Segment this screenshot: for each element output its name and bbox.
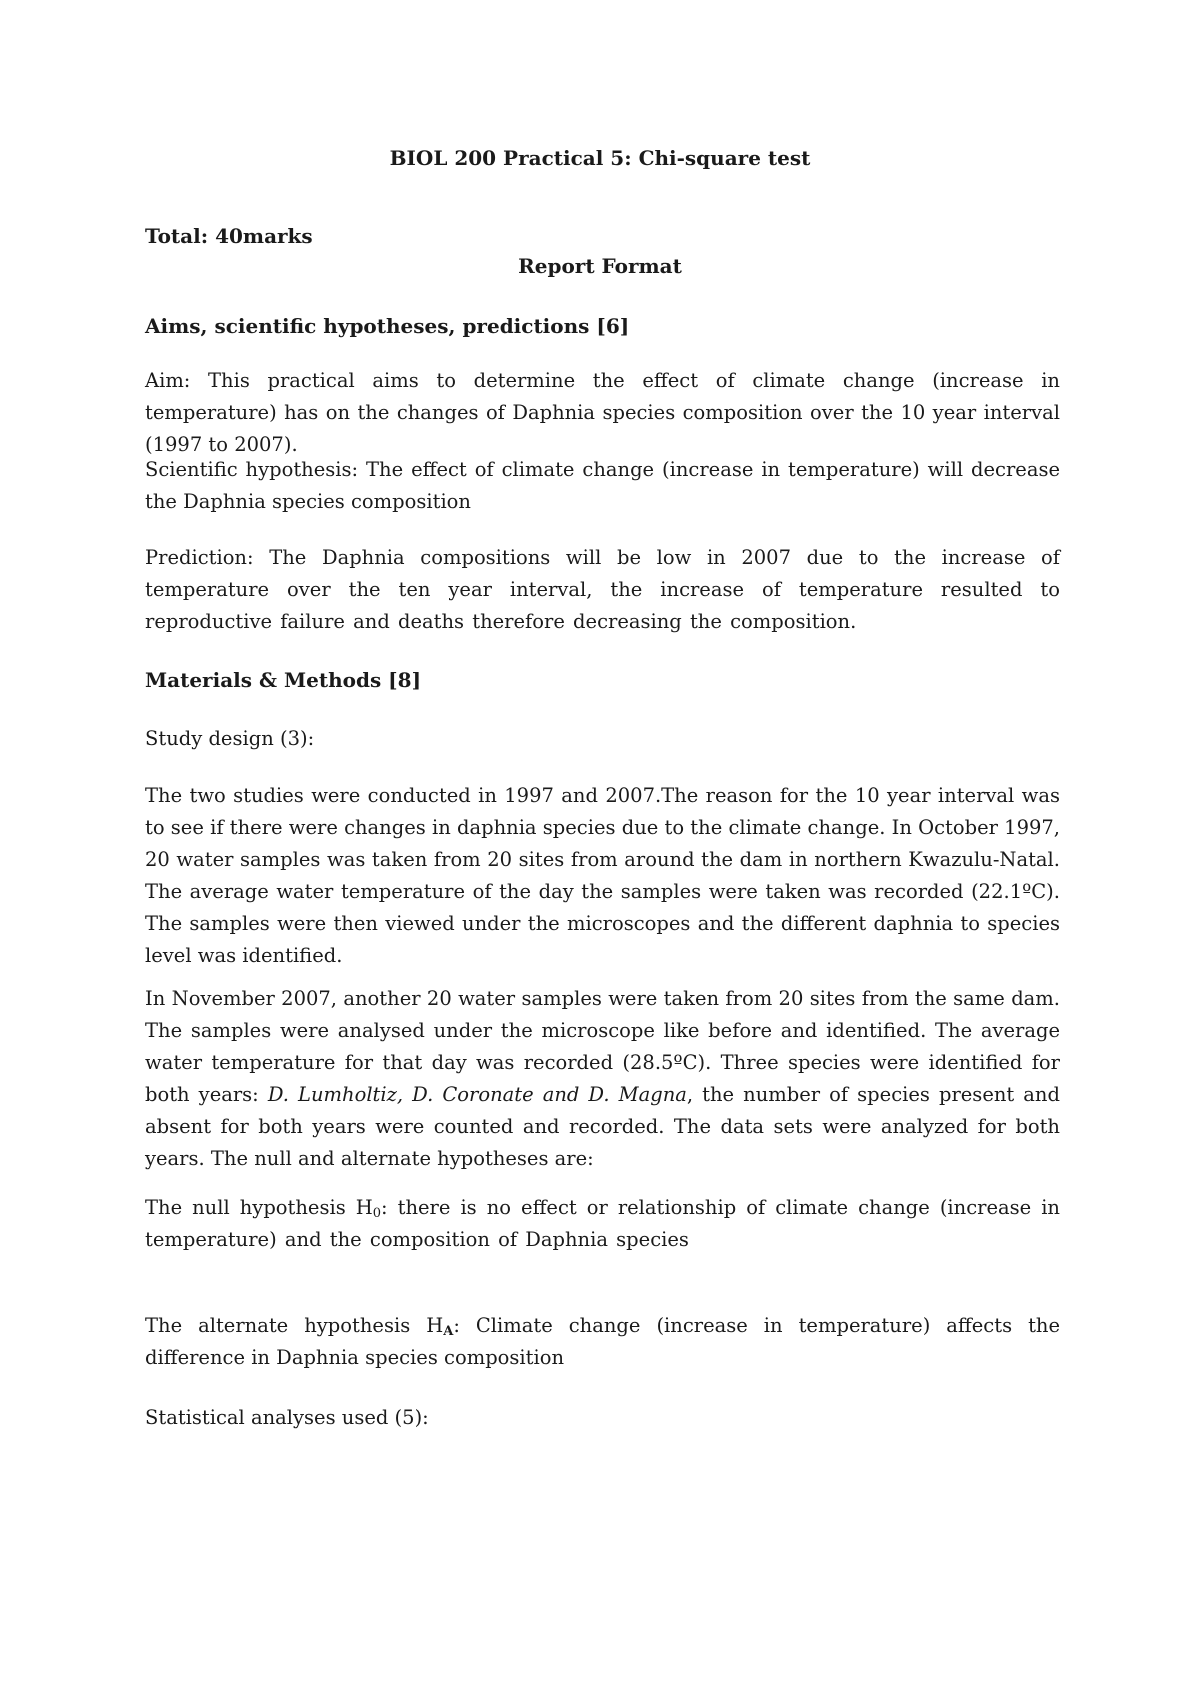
alternate-hypothesis-subscript: A (443, 1324, 454, 1339)
alternate-hypothesis-paragraph (145, 1310, 1060, 1374)
report-format-heading: Report Format (518, 254, 682, 278)
study-design-paragraph-2 (145, 983, 1060, 1175)
aims-heading: Aims, scientific hypotheses, predictions [6] (145, 314, 630, 338)
study-design-paragraph-1: The two studies were conducted in 1997 and 2007.The reason for the 10 year interval was to see if there were changes in daphnia species due to the climate change. In October 1997, 20 water samples was taken from 20 sites from around the dam in northern Kwazulu-Natal. The average water temperature of the day the samples were taken was recorded (22.1ºC). The samples were then viewed under the microscopes and the different daphnia to species level was identified. (145, 784, 1060, 967)
total-marks: Total: 40marks (145, 224, 313, 248)
null-hypothesis-text-b: : there is no effect or relationship of climate change (increase in temperature) and the composition of Daphnia species (145, 1196, 1060, 1251)
paragraph-2-text-a: In November 2007, another 20 water samples were taken from 20 sites from the same dam. The samples were analysed under the microscope like before and identified. The average water temperature for that day was recorded (28.5ºC). Three species were identified for both years: (145, 987, 1060, 1106)
alternate-hypothesis-text-b: : Climate change (increase in temperature) affects the difference in Daphnia species composition (145, 1314, 1061, 1369)
alternate-hypothesis-text-a: The alternate hypothesis H (145, 1314, 444, 1337)
aim-paragraph: Aim: This practical aims to determine the effect of climate change (increase in temperature) has on the changes of Daphnia species composition over the 10 year interval (1997 to 2007). (145, 369, 1060, 456)
null-hypothesis-text-a: The null hypothesis H (145, 1196, 373, 1219)
hypothesis-paragraph: Scientific hypothesis: The effect of climate change (increase in temperature) will decrease the Daphnia species composition (145, 458, 1060, 513)
methods-heading: Materials & Methods [8] (145, 668, 422, 692)
prediction-paragraph: Prediction: The Daphnia compositions will be low in 2007 due to the increase of temperature over the ten year interval, the increase of temperature resulted to reproductive failure and deaths therefore decreasing the composition. (145, 546, 1060, 633)
statistical-analyses-label: Statistical analyses used (5): (145, 1406, 429, 1429)
paragraph-2-text-b: , the number of species present and absent for both years were counted and recorded. The data sets were analyzed for both years. The null and alternate hypotheses are: (145, 1083, 1060, 1170)
null-hypothesis-paragraph (145, 1192, 1060, 1256)
species-names: D. Lumholtiz, D. Coronate and D. Magna (267, 1083, 687, 1106)
document-title: BIOL 200 Practical 5: Chi-square test (389, 146, 811, 170)
null-hypothesis-subscript: 0 (372, 1206, 382, 1221)
study-design-label: Study design (3): (145, 727, 315, 750)
